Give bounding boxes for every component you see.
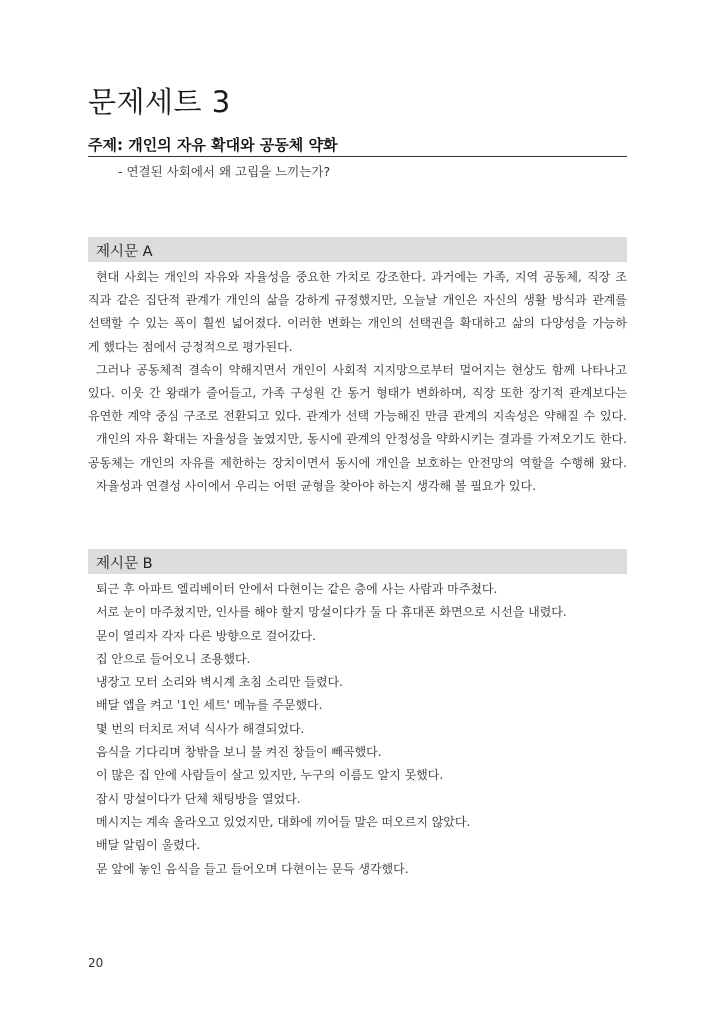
passage-line: 직과 같은 집단적 관계가 개인의 삶을 강하게 규정했지만, 오늘날 개인은 자신의 생활 방식과 관계를	[88, 293, 627, 308]
passage-line: 이 많은 집 안에 사람들이 살고 있지만, 누구의 이름도 알지 못했다.	[96, 768, 444, 783]
page-number: 20	[88, 956, 104, 970]
passage-line: 선택할 수 있는 폭이 훨씬 넓어졌다. 이러한 변화는 개인의 선택권을 확대하고 삶의 다양성을 가능하	[88, 316, 627, 331]
passage-line: 집 안으로 들어오니 조용했다.	[96, 651, 251, 666]
passage-b-header	[88, 549, 627, 574]
passage-line: 자율성과 연결성 사이에서 우리는 어떤 균형을 찾아야 하는지 생각해 볼 필요가 있다.	[96, 478, 536, 493]
passage-line: 현대 사회는 개인의 자유와 자율성을 중요한 가치로 강조한다. 과거에는 가족, 지역 공동체, 직장 조	[96, 270, 627, 284]
passage-line: 문이 열리자 각자 다른 방향으로 걸어갔다.	[96, 628, 316, 643]
passage-line: 공동체는 개인의 자유를 제한하는 장치이면서 동시에 개인을 보호하는 안전망의 역할을 수행해 왔다.	[88, 455, 627, 470]
passage-b-label: 제시문 B	[96, 556, 153, 572]
passage-line: 유연한 계약 중심 구조로 전환되고 있다. 관계가 선택 가능해진 만큼 관계의 지속성은 약해질 수 있다.	[88, 409, 627, 424]
passage-line: 배달 앱을 켜고 '1인 세트' 메뉴를 주문했다.	[96, 698, 323, 713]
passage-a-label: 제시문 A	[96, 244, 153, 260]
passage-b	[88, 578, 627, 881]
passage-line: 서로 눈이 마주쳤지만, 인사를 해야 할지 망설이다가 둘 다 휴대폰 화면으로 시선을 내렸다.	[96, 605, 567, 620]
topic-subtitle: - 연결된 사회에서 왜 고립을 느끼는가?	[118, 164, 331, 179]
passage-line: 개인의 자유 확대는 자율성을 높였지만, 동시에 관계의 안정성을 약화시키는 결과를 가져오기도 한다.	[96, 432, 627, 447]
passage-line: 몇 번의 터치로 저녁 식사가 해결되었다.	[96, 721, 305, 736]
passage-line: 그러나 공동체적 결속이 약해지면서 개인이 사회적 지지망으로부터 멀어지는 현상도 함께 나타나고	[96, 362, 627, 377]
passage-a	[88, 266, 627, 498]
topic-heading: 주제: 개인의 자유 확대와 공동체 약화	[88, 136, 338, 154]
passage-line: 음식을 기다리며 창밖을 보니 불 켜진 창들이 빼곡했다.	[96, 745, 382, 760]
passage-a-header	[88, 237, 627, 262]
passage-line: 퇴근 후 아파트 엘리베이터 안에서 다현이는 같은 층에 사는 사람과 마주쳤다.	[96, 582, 498, 596]
passage-line: 냉장고 모터 소리와 벽시계 초침 소리만 들렸다.	[96, 675, 343, 690]
page-title: 문제세트 3	[88, 85, 231, 119]
passage-line: 배달 알림이 울렸다.	[96, 838, 201, 853]
passage-line: 메시지는 계속 올라오고 있었지만, 대화에 끼어들 말은 떠오르지 않았다.	[96, 814, 471, 829]
passage-line: 게 했다는 점에서 긍정적으로 평가된다.	[88, 339, 293, 354]
topic-divider	[88, 156, 627, 157]
passage-line: 잠시 망설이다가 단체 채팅방을 열었다.	[96, 791, 301, 806]
passage-line: 있다. 이웃 간 왕래가 줄어들고, 가족 구성원 간 동거 형태가 변화하며, 직장 또한 장기적 관계보다는	[88, 385, 627, 400]
passage-line: 문 앞에 놓인 음식을 들고 들어오며 다현이는 문득 생각했다.	[96, 861, 409, 876]
